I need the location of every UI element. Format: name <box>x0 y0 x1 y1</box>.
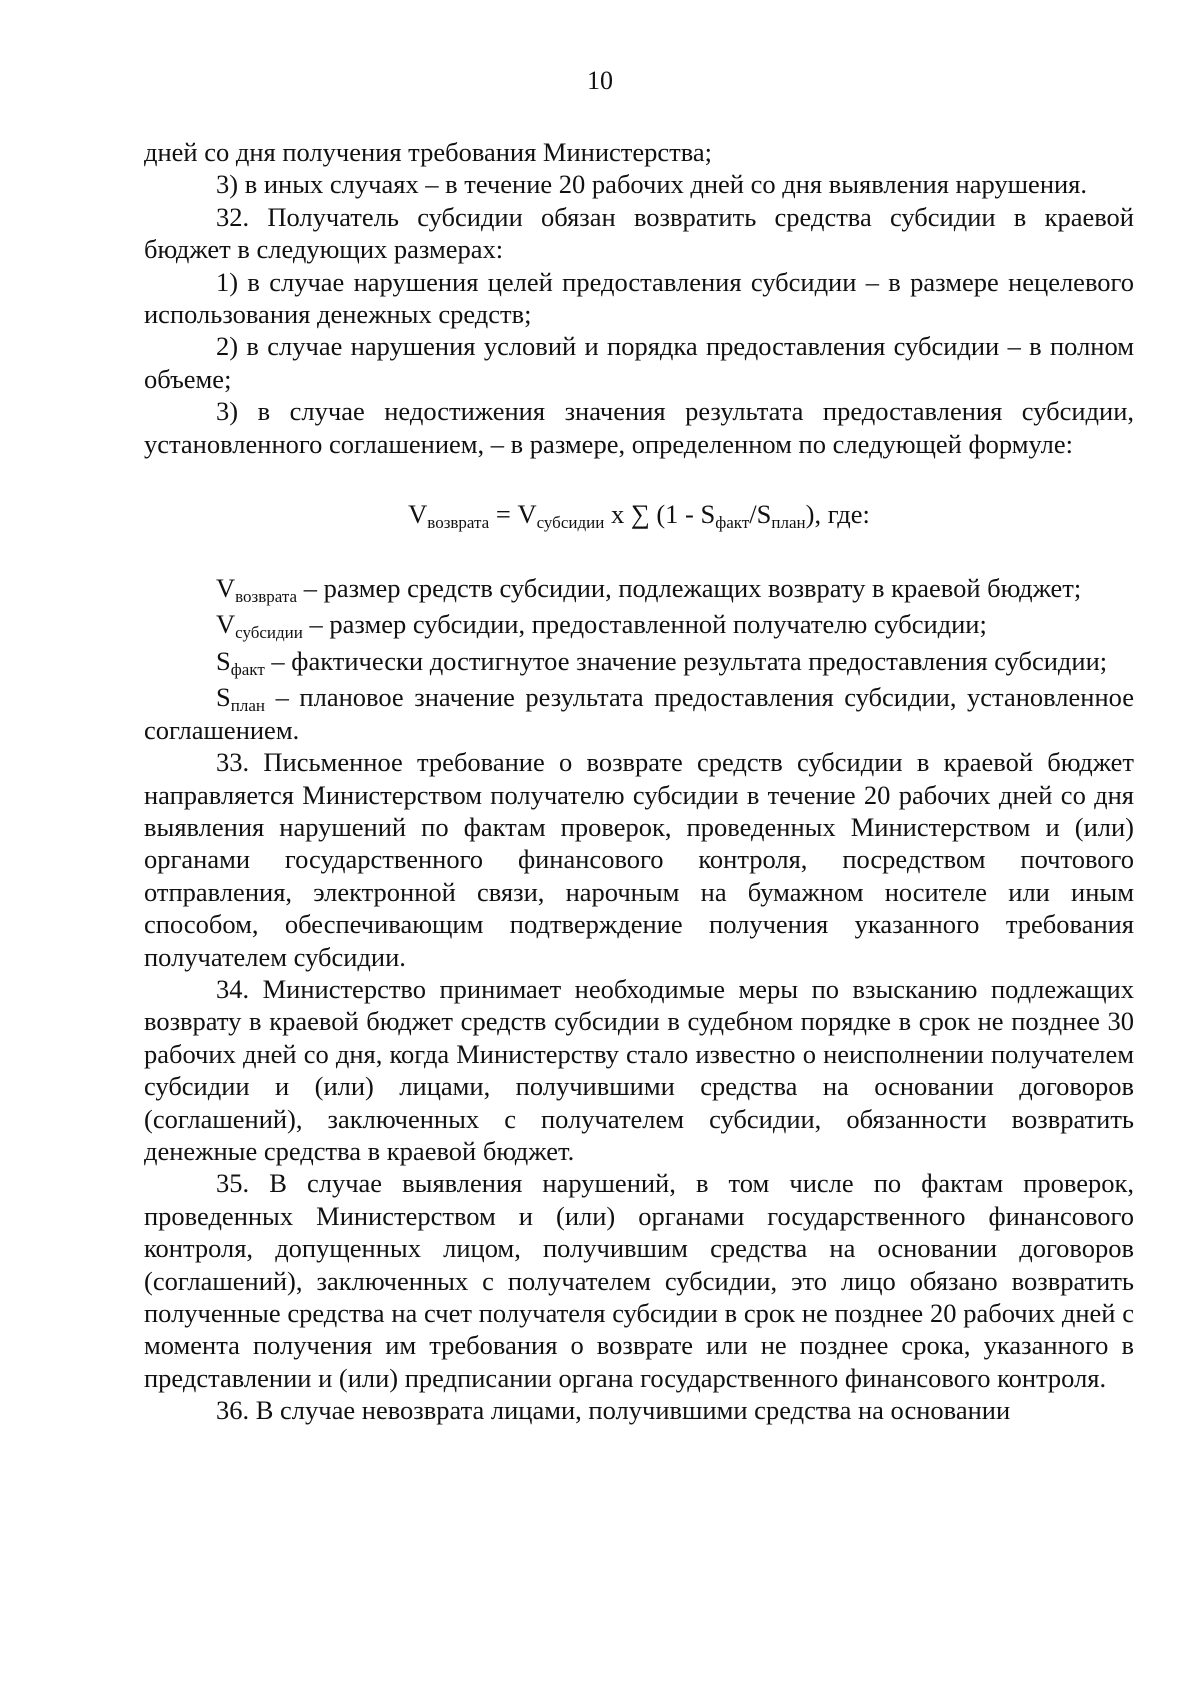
return-formula: $V_{возврата} = V_{субсидии}$ x ∑ $(1 - S_{факт}/S_{план})$, где: <box>408 499 870 533</box>
paragraph-32-item-3: 3) в случае недостижения значения результата предоставления субсидии, установленного соглашением, – в размере, определенном по следующей формуле: <box>144 396 1134 459</box>
page-number: 10 <box>587 66 613 95</box>
paragraph-item-3-other-cases: 3) в иных случаях – в течение 20 рабочих дней со дня выявления нарушения. <box>216 169 1087 200</box>
paragraph-35: 35. В случае выявления нарушений, в том числе по фактам проверок, проведенных Министерством и (или) органами государственного финансового контроля, допущенных лицом, получившим средства на основании договоров (соглашений), заключенных с получателем субсидии, это лицо обязано возвратить полученные средства на счет получателя субсидии в срок не позднее 20 рабочих дней с момента получения им требования о возврате или не позднее срока, указанного в представлении и (или) предписании органа государственного финансового контроля. <box>144 1168 1134 1393</box>
definition-v-return: $V_{возврата}$ – размер средств субсидии, подлежащих возврату в краевой бюджет; <box>216 573 1082 607</box>
definition-v-subsidy: $V_{субсидии}$ – размер субсидии, предоставленной получателю субсидии; <box>216 609 987 643</box>
paragraph-33: 33. Письменное требование о возврате средств субсидии в краевой бюджет направляется Министерством получателю субсидии в течение 20 рабочих дней со дня выявления нарушений по фактам проверок, проведенных Министерством и (или) органами государственного финансового контроля, посредством почтового отправления, электронной связи, нарочным на бумажном носителе или иным способом, обеспечивающим подтверждение получения указанного требования получателем субсидии. <box>144 747 1134 972</box>
paragraph-34: 34. Министерство принимает необходимые меры по взысканию подлежащих возврату в краевой бюджет средств субсидии в судебном порядке в срок не позднее 30 рабочих дней со дня, когда Министерству стало известно о неисполнении получателем субсидии и (или) лицами, получившими средства на основании договоров (соглашений), заключенных с получателем субсидии, обязанности возвратить денежные средства в краевой бюджет. <box>144 973 1134 1166</box>
paragraph-36: 36. В случае невозврата лицами, получившими средства на основании <box>216 1395 1011 1426</box>
paragraph-32-item-2: 2) в случае нарушения условий и порядка предоставления субсидии – в полном объеме; <box>144 331 1134 394</box>
paragraph-continuation: дней со дня получения требования Министерства; <box>144 137 713 167</box>
paragraph-32-item-1: 1) в случае нарушения целей предоставления субсидии – в размере нецелевого использования денежных средств; <box>144 266 1134 330</box>
definition-s-fact: $S_{факт}$ – фактически достигнутое значение результата предоставления субсидии; <box>216 645 1108 679</box>
document-body <box>144 136 1134 1427</box>
definition-s-plan: $S_{план}$ – плановое значение результата предоставления субсидии, установленное соглашением. <box>144 682 1134 745</box>
paragraph-32: 32. Получатель субсидии обязан возвратить средства субсидии в краевой бюджет в следующих размерах: <box>144 201 1134 265</box>
